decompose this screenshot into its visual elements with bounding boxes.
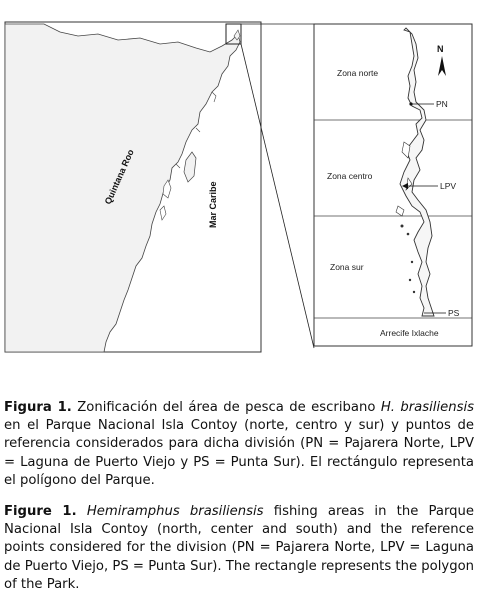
lagoon-shape — [160, 206, 166, 220]
caption-label: Figure 1. — [4, 504, 77, 519]
caption-species: Hemiramphus brasiliensis — [86, 504, 264, 519]
caption-label: Figura 1. — [4, 400, 72, 415]
inset-connector — [241, 44, 314, 348]
caption-text: Zonificación del área de pesca de escribano — [71, 400, 381, 415]
islet — [407, 233, 410, 236]
peninsula-landmass — [5, 24, 240, 352]
zone-label-south: Zona sur — [330, 262, 364, 272]
caption-spanish — [4, 399, 474, 490]
reef-label: Arrecife Ixlache — [380, 328, 439, 338]
caption-text: fishing areas in the Parque Nacional Isla Contoy (north, center and south) and the reference points considered for the division (PN = Pajarera Norte, LPV = Laguna de Puerto Viejo, PS = Punta Sur). The rectangle represents the polygon of the Park. — [4, 504, 474, 592]
islet — [413, 291, 415, 293]
caption-species: H. brasiliensis — [380, 400, 474, 415]
point-label-lpv: LPV — [440, 181, 457, 191]
zone-label-center: Zona centro — [327, 171, 373, 181]
point-label-pn: PN — [436, 99, 448, 109]
caption-english — [4, 503, 474, 594]
lagoon-shape — [396, 206, 404, 216]
islet — [409, 279, 411, 281]
state-label: Quintana Roo — [102, 147, 136, 206]
islet — [401, 225, 404, 228]
point-label-ps: PS — [448, 308, 460, 318]
island-cozumel — [184, 152, 196, 182]
islet — [411, 261, 413, 263]
north-arrow — [437, 44, 446, 76]
pn-marker — [409, 102, 412, 105]
caption-text — [77, 504, 87, 519]
zone-label-north: Zona norte — [337, 68, 379, 78]
sea-label: Mar Caribe — [208, 181, 218, 228]
caption-text: en el Parque Nacional Isla Contoy (norte, centro y sur) y puntos de referencia considerados para dicha división (PN = Pajarera Norte, LPV = Laguna de Puerto Viejo y PS = Punta Sur). El rectángulo representa el polígono del Parque. — [4, 418, 474, 488]
isla-contoy-outline — [400, 28, 434, 316]
svg-text:N: N — [437, 44, 444, 54]
